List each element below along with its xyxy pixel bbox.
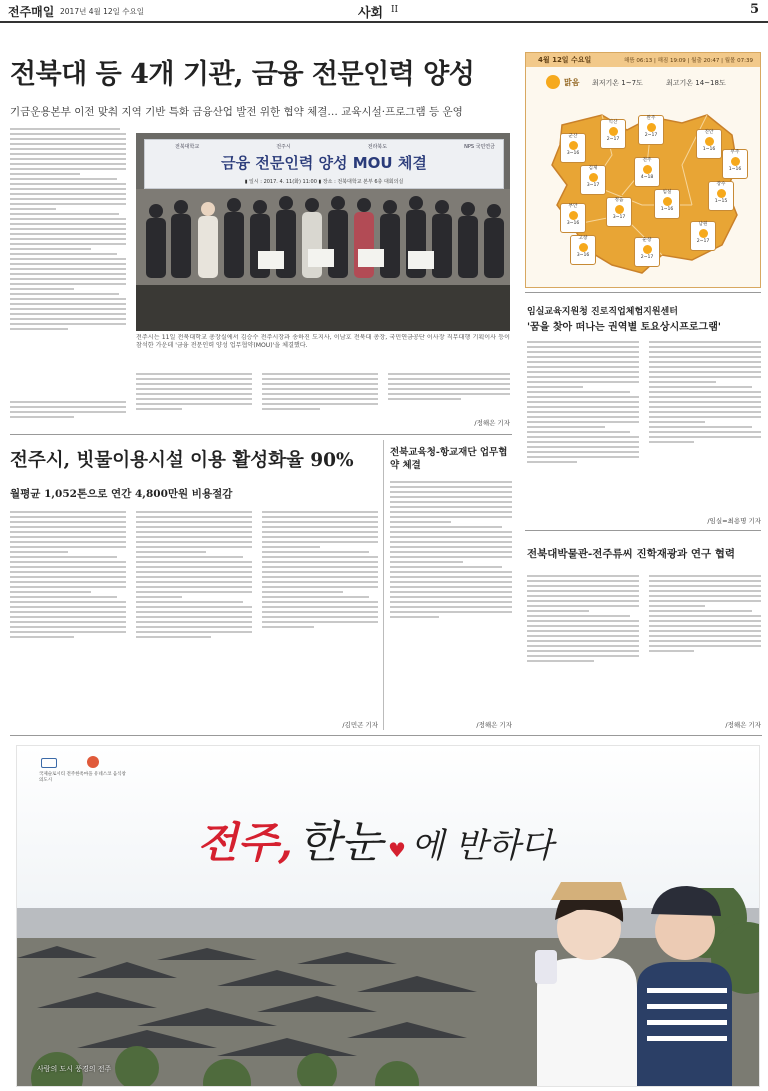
sun-icon [663,197,672,206]
lead-body-col1 [10,125,126,393]
sun-icon [643,165,652,174]
weather-city-9 [560,203,586,233]
weather-city-temp: 3~16 [566,151,580,156]
weather-city-name: 정읍 [614,198,624,203]
edu-body [390,478,512,718]
lead-bottom-rule [10,434,512,435]
couple-selfie-photo [497,838,747,1087]
sun-icon [546,75,560,89]
ad-top-rule [10,735,762,736]
edu-byline: /정해은 기자 [476,721,512,729]
lead-photo [136,133,510,331]
weather-city-temp: 3~17 [586,183,600,188]
lead-photo-caption: 전주시는 11일 전북대학교 총장실에서 김승수 전주시장과 송하진 도지사, 이남호 전북대 총장, 국민연금공단 이사장 직무대행 기획이사 등이 참석한 가운데 '금융 전문인력 양성 업무협약(MOU)'을 체결했다. [136,334,510,349]
sun-icon [609,127,618,136]
weather-high: 최고기온 14~18도 [666,79,726,87]
museum-byline: /정해은 기자 [725,721,761,729]
logo-nps: NPS 국민연금 [464,144,495,150]
weather-city-1 [560,133,586,163]
museum-headline: 전북대박물관-전주류씨 진학재광과 연구 협력 [527,548,736,560]
sun-icon [717,189,726,198]
weather-city-7 [634,157,660,187]
sun-icon [589,173,598,182]
weather-city-3 [638,115,664,145]
recycle-body-col3 [262,508,378,724]
weather-city-temp: 3~17 [612,215,626,220]
advertisement [16,745,760,1087]
section-suffix: II [391,5,399,15]
weather-city-name: 진안 [704,130,714,135]
slowcity-logo-icon [87,756,99,768]
weather-city-name: 김제 [588,166,598,171]
lead-body-col2 [136,370,252,430]
right1-body-col2 [649,338,761,518]
page-number: 5 [750,2,760,17]
right1-kicker: 임실교육지원청 진로직업체험지원센터 [527,307,678,317]
right1-headline: '꿈을 찾아 떠나는 권역별 토요상시프로그램' [527,322,721,333]
recycle-body-col1 [10,508,126,724]
weather-city-name: 고창 [578,236,588,241]
weather-city-13 [570,235,596,265]
weather-city-temp: 3~16 [576,253,590,258]
weather-header [526,53,760,67]
weather-city-name: 전주 [642,158,652,163]
masthead [0,0,768,22]
weather-city-temp: 2~17 [606,137,620,142]
people-group [136,189,510,331]
paper-name: 전주매일 [8,5,55,19]
weather-city-temp: 2~17 [696,239,710,244]
recycle-headline: 전주시, 빗물이용시설 이용 활성화율 90% [10,450,354,471]
lead-body-col1b [10,398,126,428]
weather-city-temp: 1~16 [660,207,674,212]
weather-city-name: 군산 [568,134,578,139]
heart-icon: ♥ [387,838,406,862]
recycle-body-col2 [136,508,252,724]
issue-date: 2017년 4월 12일 수요일 [60,7,145,16]
weather-city-5 [722,149,748,179]
slogan-jeonju: 전주, [197,818,293,867]
mou-banner [144,139,504,189]
right-top-rule [525,292,761,293]
weather-city-temp: 1~15 [714,199,728,204]
section-name: 사회 [358,6,384,21]
weather-city-2 [600,119,626,149]
weather-city-temp: 1~16 [728,167,742,172]
weather-city-11 [654,189,680,219]
col-divider [383,440,384,730]
weather-city-name: 임실 [662,190,672,195]
weather-city-14 [634,237,660,267]
slogan-hannun: 한눈 [297,817,383,868]
lead-headline: 전북대 등 4개 기관, 금융 전문인력 양성 [10,59,475,90]
weather-city-12 [690,221,716,251]
weather-city-name: 부안 [568,204,578,209]
sun-icon [569,211,578,220]
museum-body-col2 [649,572,761,717]
logo-jbnu: 전북대학교 [175,144,200,150]
slogan-banhada: 에 반하다 [411,826,554,866]
banner-logos [175,143,495,151]
weather-date: 4월 12일 수요일 [538,56,592,64]
weather-city-name: 순창 [642,238,652,243]
lead-body-col4 [388,370,510,422]
right1-byline: /임실=최용명 기자 [707,517,761,525]
weather-city-name: 완주 [646,116,656,121]
ad-photo-caption: 사람의 도시 풍경의 전주 [37,1065,112,1073]
lead-byline: /정해은 기자 [474,419,510,427]
weather-city-4 [696,129,722,159]
weather-city-name: 장수 [716,182,726,187]
weather-sun-info: 해뜸 06:13 | 해짐 19:09 | 월출 20:47 | 월몰 07:39 [624,58,753,64]
banner-title: 금융 전문인력 양성 MOU 체결 [221,154,427,172]
edu-headline: 전북교육청-항교재단 업무협약 체결 [390,447,508,471]
masthead-rule [0,21,768,23]
museum-body-col1 [527,572,639,722]
ad-logo-text: 국제슬로시티 전주한옥마을 유네스코 음식창의도시 [39,772,126,783]
right1-bottom-rule [525,530,761,531]
weather-city-name: 무주 [730,150,740,155]
weather-city-name: 익산 [608,120,618,125]
lead-body-col3 [262,370,378,430]
sun-icon [731,157,740,166]
recycle-subheadline: 월평균 1,052톤으로 연간 4,800만원 비용절감 [10,488,233,500]
weather-city-temp: 2~17 [640,255,654,260]
sun-icon [615,205,624,214]
sun-icon [643,245,652,254]
weather-low: 최저기온 1~7도 [592,79,643,87]
logo-jeonbuk: 전라북도 [367,144,388,150]
logo-jeonju: 전주시 [276,144,291,150]
banner-info: ▮ 일시 : 2017. 4. 11(화) 11:00 ▮ 장소 : 전북대학교 본부 6층 대회의실 [244,179,404,185]
weather-city-10 [606,197,632,227]
lead-subheadline: 기금운용본부 이전 맞춰 지역 기반 특화 금융산업 발전 위한 협약 체결… 교육시설·프로그램 등 운영 [10,106,463,118]
weather-box [525,52,761,288]
sun-icon [705,137,714,146]
sun-icon [569,141,578,150]
right1-body-col1 [527,338,639,538]
weather-condition: 맑음 [564,78,580,87]
sun-icon [579,243,588,252]
weather-city-name: 남원 [698,222,708,227]
weather-city-8 [708,181,734,211]
sun-icon [699,229,708,238]
weather-city-temp: 3~16 [566,221,580,226]
weather-city-temp: 2~17 [644,133,658,138]
sun-icon [647,123,656,132]
weather-city-temp: 4~18 [640,175,654,180]
unesco-logo-icon [41,758,57,768]
recycle-byline: /김민곤 기자 [342,721,378,729]
weather-city-6 [580,165,606,195]
weather-city-temp: 1~16 [702,147,716,152]
